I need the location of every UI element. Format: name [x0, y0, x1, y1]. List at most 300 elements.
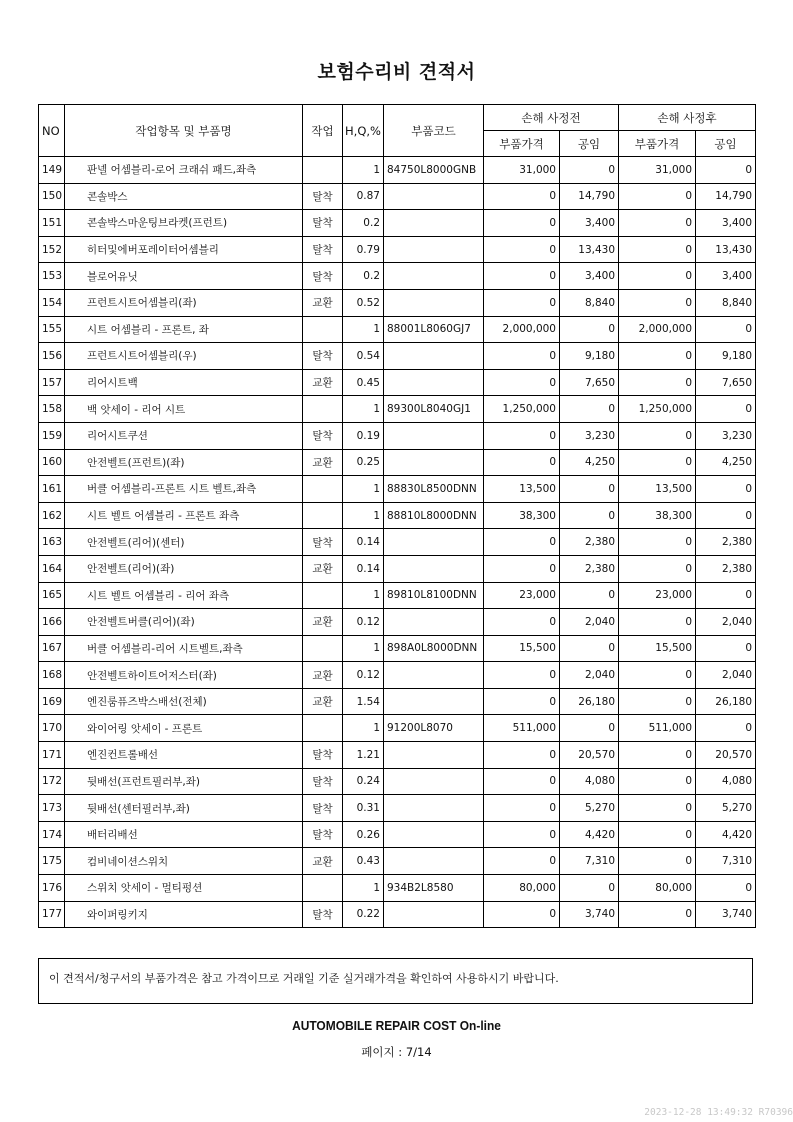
- item-name: 버클 어셈블리-프론트 시트 벨트,좌측: [65, 476, 303, 503]
- work-type: 탈착: [303, 529, 343, 556]
- table-row: [39, 875, 756, 902]
- part-price-after: 0: [619, 555, 696, 582]
- part-code: [384, 848, 484, 875]
- item-name: 안전벨트버클(리어)(좌): [65, 609, 303, 636]
- table-row: [39, 369, 756, 396]
- item-name: 스위치 앗세이 - 멀티펑션: [65, 875, 303, 902]
- item-name: 판넬 어셈블리-로어 크래쉬 패드,좌측: [65, 157, 303, 184]
- labor-before: 7,310: [560, 848, 619, 875]
- work-type: [303, 502, 343, 529]
- print-timestamp: 2023-12-28 13:49:32 R70396: [644, 1107, 793, 1118]
- header-price-after: 부품가격: [619, 131, 696, 157]
- work-type: 교환: [303, 369, 343, 396]
- part-price-after: 23,000: [619, 582, 696, 609]
- item-name: 배터리배선: [65, 821, 303, 848]
- part-price-after: 0: [619, 768, 696, 795]
- row-number: 151: [39, 210, 65, 237]
- header-labor-after: 공임: [696, 131, 756, 157]
- labor-after: 0: [696, 396, 756, 423]
- row-number: 160: [39, 449, 65, 476]
- part-price-before: 31,000: [484, 157, 560, 184]
- table-row: [39, 715, 756, 742]
- row-number: 158: [39, 396, 65, 423]
- hq-value: 0.52: [343, 289, 384, 316]
- work-type: [303, 635, 343, 662]
- document-title: 보험수리비 견적서: [317, 61, 476, 83]
- part-price-after: 0: [619, 183, 696, 210]
- work-type: 탈착: [303, 821, 343, 848]
- item-name: 시트 벨트 어셈블리 - 프론트 좌측: [65, 502, 303, 529]
- labor-after: 4,250: [696, 449, 756, 476]
- labor-after: 7,310: [696, 848, 756, 875]
- labor-after: 0: [696, 582, 756, 609]
- part-code: [384, 609, 484, 636]
- part-code: 88830L8500DNN: [384, 476, 484, 503]
- part-price-after: 0: [619, 901, 696, 928]
- labor-before: 2,040: [560, 609, 619, 636]
- row-number: 152: [39, 236, 65, 263]
- labor-before: 3,400: [560, 210, 619, 237]
- labor-after: 0: [696, 476, 756, 503]
- part-price-before: 0: [484, 821, 560, 848]
- part-price-before: 2,000,000: [484, 316, 560, 343]
- hq-value: 0.43: [343, 848, 384, 875]
- part-code: 89810L8100DNN: [384, 582, 484, 609]
- row-number: 150: [39, 183, 65, 210]
- labor-after: 14,790: [696, 183, 756, 210]
- work-type: 교환: [303, 662, 343, 689]
- labor-before: 3,740: [560, 901, 619, 928]
- labor-after: 13,430: [696, 236, 756, 263]
- labor-before: 2,380: [560, 529, 619, 556]
- table-row: [39, 742, 756, 769]
- work-type: [303, 582, 343, 609]
- hq-value: 0.14: [343, 529, 384, 556]
- table-row: [39, 795, 756, 822]
- labor-before: 7,650: [560, 369, 619, 396]
- hq-value: 0.2: [343, 210, 384, 237]
- labor-after: 2,380: [696, 555, 756, 582]
- labor-after: 4,420: [696, 821, 756, 848]
- labor-before: 4,420: [560, 821, 619, 848]
- labor-before: 8,840: [560, 289, 619, 316]
- part-price-after: 0: [619, 795, 696, 822]
- hq-value: 1: [343, 582, 384, 609]
- table-row: [39, 183, 756, 210]
- labor-before: 2,040: [560, 662, 619, 689]
- part-code: [384, 449, 484, 476]
- row-number: 167: [39, 635, 65, 662]
- item-name: 리어시트쿠션: [65, 422, 303, 449]
- row-number: 172: [39, 768, 65, 795]
- part-price-before: 23,000: [484, 582, 560, 609]
- part-code: [384, 901, 484, 928]
- work-type: 교환: [303, 609, 343, 636]
- hq-value: 0.12: [343, 609, 384, 636]
- part-price-before: 0: [484, 688, 560, 715]
- part-price-before: 0: [484, 529, 560, 556]
- part-code: [384, 369, 484, 396]
- header-no: NO: [39, 105, 65, 157]
- part-price-before: 13,500: [484, 476, 560, 503]
- hq-value: 0.25: [343, 449, 384, 476]
- item-name: 와이퍼링키지: [65, 901, 303, 928]
- table-body: [39, 157, 756, 928]
- table-row: [39, 396, 756, 423]
- labor-after: 9,180: [696, 343, 756, 370]
- hq-value: 1: [343, 502, 384, 529]
- table-row: [39, 688, 756, 715]
- labor-after: 0: [696, 316, 756, 343]
- part-price-before: 0: [484, 795, 560, 822]
- table-row: [39, 316, 756, 343]
- part-price-after: 0: [619, 662, 696, 689]
- part-code: [384, 183, 484, 210]
- part-price-after: 0: [619, 263, 696, 290]
- header-code: 부품코드: [384, 105, 484, 157]
- hq-value: 1: [343, 635, 384, 662]
- work-type: [303, 476, 343, 503]
- hq-value: 1.21: [343, 742, 384, 769]
- item-name: 엔진룸퓨즈박스배선(전체): [65, 688, 303, 715]
- item-name: 콘솔박스마운팅브라켓(프런트): [65, 210, 303, 237]
- header-item: 작업항목 및 부품명: [65, 105, 303, 157]
- header-price-before: 부품가격: [484, 131, 560, 157]
- labor-after: 0: [696, 157, 756, 184]
- work-type: 교환: [303, 688, 343, 715]
- header-hq: H,Q,%: [343, 105, 384, 157]
- header-before-group: 손해 사정전: [484, 105, 619, 131]
- part-code: 84750L8000GNB: [384, 157, 484, 184]
- part-code: [384, 529, 484, 556]
- row-number: 168: [39, 662, 65, 689]
- row-number: 163: [39, 529, 65, 556]
- table-row: [39, 582, 756, 609]
- work-type: 교환: [303, 289, 343, 316]
- table-row: [39, 662, 756, 689]
- row-number: 162: [39, 502, 65, 529]
- hq-value: 0.12: [343, 662, 384, 689]
- table-row: [39, 768, 756, 795]
- part-code: [384, 236, 484, 263]
- hq-value: 0.26: [343, 821, 384, 848]
- hq-value: 0.24: [343, 768, 384, 795]
- row-number: 176: [39, 875, 65, 902]
- item-name: 콘솔박스: [65, 183, 303, 210]
- hq-value: 0.79: [343, 236, 384, 263]
- part-code: 88810L8000DNN: [384, 502, 484, 529]
- table-row: [39, 821, 756, 848]
- row-number: 170: [39, 715, 65, 742]
- part-code: [384, 688, 484, 715]
- part-price-after: 0: [619, 529, 696, 556]
- part-price-after: 0: [619, 369, 696, 396]
- price-notice: 이 견적서/청구서의 부품가격은 참고 가격이므로 거래일 기준 실거래가격을 확인하여 사용하시기 바랍니다.: [38, 958, 753, 1004]
- item-name: 시트 어셈블리 - 프론트, 좌: [65, 316, 303, 343]
- part-price-after: 0: [619, 210, 696, 237]
- header-after-group: 손해 사정후: [619, 105, 756, 131]
- part-price-before: 0: [484, 848, 560, 875]
- part-price-before: 38,300: [484, 502, 560, 529]
- table-row: [39, 449, 756, 476]
- labor-before: 2,380: [560, 555, 619, 582]
- part-price-before: 511,000: [484, 715, 560, 742]
- labor-after: 0: [696, 635, 756, 662]
- labor-before: 5,270: [560, 795, 619, 822]
- part-code: [384, 289, 484, 316]
- part-price-after: 0: [619, 821, 696, 848]
- labor-after: 3,740: [696, 901, 756, 928]
- part-price-before: 0: [484, 901, 560, 928]
- page-indicator: 페이지 : 7/14: [361, 1045, 432, 1059]
- part-price-before: 0: [484, 555, 560, 582]
- row-number: 174: [39, 821, 65, 848]
- row-number: 153: [39, 263, 65, 290]
- work-type: [303, 396, 343, 423]
- part-price-before: 0: [484, 289, 560, 316]
- part-code: [384, 821, 484, 848]
- hq-value: 0.2: [343, 263, 384, 290]
- labor-before: 26,180: [560, 688, 619, 715]
- footer-brand: AUTOMOBILE REPAIR COST On-line: [292, 1018, 501, 1033]
- hq-value: 1.54: [343, 688, 384, 715]
- labor-before: 0: [560, 396, 619, 423]
- estimate-table: [38, 104, 756, 928]
- part-price-before: 0: [484, 742, 560, 769]
- labor-after: 20,570: [696, 742, 756, 769]
- table-row: [39, 635, 756, 662]
- part-code: 91200L8070: [384, 715, 484, 742]
- part-price-after: 80,000: [619, 875, 696, 902]
- part-price-before: 0: [484, 263, 560, 290]
- table-row: [39, 555, 756, 582]
- part-price-after: 38,300: [619, 502, 696, 529]
- work-type: [303, 875, 343, 902]
- part-code: [384, 422, 484, 449]
- work-type: 탈착: [303, 236, 343, 263]
- part-code: [384, 555, 484, 582]
- labor-before: 0: [560, 502, 619, 529]
- item-name: 프런트시트어셈블리(우): [65, 343, 303, 370]
- table-header: [39, 105, 756, 157]
- table-row: [39, 529, 756, 556]
- work-type: 탈착: [303, 183, 343, 210]
- hq-value: 0.45: [343, 369, 384, 396]
- work-type: 교환: [303, 848, 343, 875]
- table-row: [39, 848, 756, 875]
- row-number: 166: [39, 609, 65, 636]
- hq-value: 1: [343, 875, 384, 902]
- table-row: [39, 901, 756, 928]
- table-row: [39, 476, 756, 503]
- labor-before: 9,180: [560, 343, 619, 370]
- part-price-after: 0: [619, 289, 696, 316]
- work-type: 탈착: [303, 343, 343, 370]
- hq-value: 1: [343, 715, 384, 742]
- work-type: 탈착: [303, 768, 343, 795]
- work-type: 탈착: [303, 795, 343, 822]
- part-price-before: 1,250,000: [484, 396, 560, 423]
- hq-value: 0.87: [343, 183, 384, 210]
- item-name: 안전벨트(리어)(좌): [65, 555, 303, 582]
- item-name: 프런트시트어셈블리(좌): [65, 289, 303, 316]
- labor-after: 2,040: [696, 662, 756, 689]
- part-code: [384, 263, 484, 290]
- labor-before: 0: [560, 715, 619, 742]
- labor-after: 3,400: [696, 210, 756, 237]
- labor-before: 14,790: [560, 183, 619, 210]
- labor-after: 3,400: [696, 263, 756, 290]
- part-code: 898A0L8000DNN: [384, 635, 484, 662]
- item-name: 안전벨트(프런트)(좌): [65, 449, 303, 476]
- labor-after: 2,040: [696, 609, 756, 636]
- item-name: 뒷배선(프런트필러부,좌): [65, 768, 303, 795]
- work-type: [303, 715, 343, 742]
- labor-before: 4,080: [560, 768, 619, 795]
- row-number: 161: [39, 476, 65, 503]
- labor-after: 0: [696, 502, 756, 529]
- item-name: 와이어링 앗세이 - 프론트: [65, 715, 303, 742]
- row-number: 155: [39, 316, 65, 343]
- part-price-after: 13,500: [619, 476, 696, 503]
- part-price-before: 0: [484, 210, 560, 237]
- part-price-after: 0: [619, 688, 696, 715]
- part-price-before: 80,000: [484, 875, 560, 902]
- part-code: 88001L8060GJ7: [384, 316, 484, 343]
- labor-before: 0: [560, 875, 619, 902]
- row-number: 175: [39, 848, 65, 875]
- part-price-before: 0: [484, 183, 560, 210]
- table-row: [39, 210, 756, 237]
- labor-after: 4,080: [696, 768, 756, 795]
- table-row: [39, 502, 756, 529]
- part-price-after: 0: [619, 609, 696, 636]
- row-number: 165: [39, 582, 65, 609]
- item-name: 블로어유닛: [65, 263, 303, 290]
- labor-after: 7,650: [696, 369, 756, 396]
- hq-value: 0.19: [343, 422, 384, 449]
- part-code: [384, 795, 484, 822]
- labor-before: 0: [560, 157, 619, 184]
- part-price-after: 511,000: [619, 715, 696, 742]
- work-type: 탈착: [303, 263, 343, 290]
- work-type: 교환: [303, 555, 343, 582]
- item-name: 시트 벨트 어셈블리 - 리어 좌측: [65, 582, 303, 609]
- part-price-before: 0: [484, 768, 560, 795]
- hq-value: 0.31: [343, 795, 384, 822]
- labor-before: 0: [560, 476, 619, 503]
- part-code: [384, 742, 484, 769]
- hq-value: 0.54: [343, 343, 384, 370]
- table-row: [39, 236, 756, 263]
- part-price-after: 15,500: [619, 635, 696, 662]
- part-price-before: 0: [484, 422, 560, 449]
- item-name: 컴비네이션스위치: [65, 848, 303, 875]
- labor-after: 26,180: [696, 688, 756, 715]
- labor-after: 0: [696, 715, 756, 742]
- work-type: [303, 157, 343, 184]
- row-number: 159: [39, 422, 65, 449]
- header-work: 작업: [303, 105, 343, 157]
- part-price-after: 1,250,000: [619, 396, 696, 423]
- labor-after: 8,840: [696, 289, 756, 316]
- labor-after: 0: [696, 875, 756, 902]
- item-name: 히터및에버포레이터어셈블리: [65, 236, 303, 263]
- item-name: 안전벨트(리어)(센터): [65, 529, 303, 556]
- table-row: [39, 157, 756, 184]
- hq-value: 1: [343, 476, 384, 503]
- item-name: 안전벨트하이트어저스터(좌): [65, 662, 303, 689]
- part-price-before: 0: [484, 449, 560, 476]
- header-labor-before: 공임: [560, 131, 619, 157]
- item-name: 리어시트백: [65, 369, 303, 396]
- part-price-before: 0: [484, 343, 560, 370]
- part-code: 934B2L8580: [384, 875, 484, 902]
- row-number: 173: [39, 795, 65, 822]
- table-row: [39, 422, 756, 449]
- labor-before: 20,570: [560, 742, 619, 769]
- labor-before: 3,400: [560, 263, 619, 290]
- hq-value: 1: [343, 396, 384, 423]
- row-number: 149: [39, 157, 65, 184]
- row-number: 169: [39, 688, 65, 715]
- table-row: [39, 609, 756, 636]
- labor-before: 0: [560, 316, 619, 343]
- table-row: [39, 343, 756, 370]
- part-price-after: 0: [619, 742, 696, 769]
- item-name: 뒷배선(센터필러부,좌): [65, 795, 303, 822]
- item-name: 백 앗세이 - 리어 시트: [65, 396, 303, 423]
- labor-before: 0: [560, 635, 619, 662]
- labor-after: 2,380: [696, 529, 756, 556]
- part-price-after: 0: [619, 236, 696, 263]
- row-number: 177: [39, 901, 65, 928]
- labor-before: 4,250: [560, 449, 619, 476]
- hq-value: 0.22: [343, 901, 384, 928]
- labor-before: 0: [560, 582, 619, 609]
- labor-after: 3,230: [696, 422, 756, 449]
- part-code: [384, 343, 484, 370]
- work-type: [303, 316, 343, 343]
- hq-value: 0.14: [343, 555, 384, 582]
- table-row: [39, 263, 756, 290]
- work-type: 탈착: [303, 901, 343, 928]
- part-code: [384, 662, 484, 689]
- part-price-before: 0: [484, 369, 560, 396]
- part-price-before: 0: [484, 236, 560, 263]
- part-price-after: 0: [619, 422, 696, 449]
- row-number: 154: [39, 289, 65, 316]
- hq-value: 1: [343, 157, 384, 184]
- part-price-before: 15,500: [484, 635, 560, 662]
- row-number: 164: [39, 555, 65, 582]
- part-code: [384, 210, 484, 237]
- work-type: 탈착: [303, 742, 343, 769]
- part-code: 89300L8040GJ1: [384, 396, 484, 423]
- row-number: 156: [39, 343, 65, 370]
- item-name: 버클 어셈블리-리어 시트벨트,좌측: [65, 635, 303, 662]
- part-price-before: 0: [484, 609, 560, 636]
- labor-before: 3,230: [560, 422, 619, 449]
- row-number: 171: [39, 742, 65, 769]
- hq-value: 1: [343, 316, 384, 343]
- part-price-after: 0: [619, 449, 696, 476]
- part-price-after: 0: [619, 848, 696, 875]
- part-code: [384, 768, 484, 795]
- item-name: 엔진컨트롤배선: [65, 742, 303, 769]
- work-type: 교환: [303, 449, 343, 476]
- work-type: 탈착: [303, 210, 343, 237]
